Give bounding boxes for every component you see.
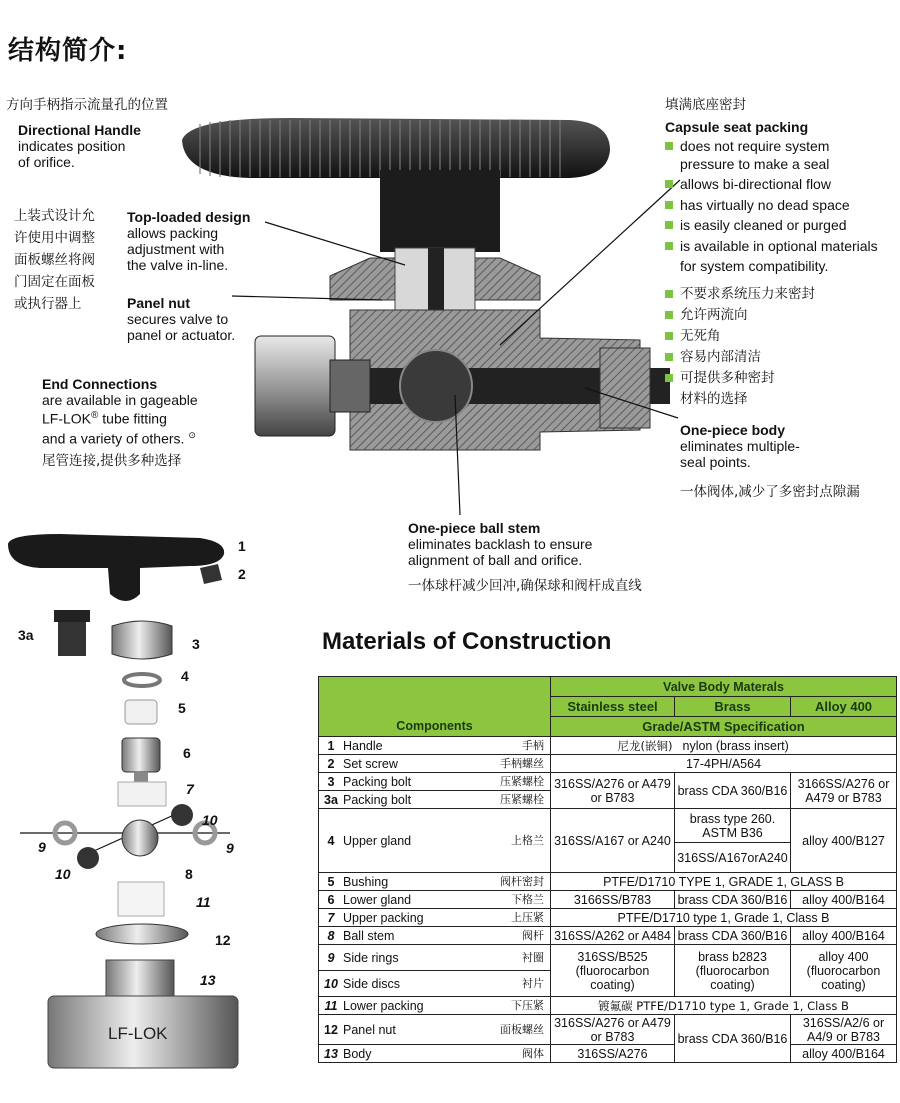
component-name: Packing bolt bbox=[343, 774, 412, 789]
part-label-3a: 3a bbox=[18, 627, 34, 643]
component-name: Packing bolt bbox=[343, 792, 412, 807]
capsule-b4: is easily cleaned or purged bbox=[665, 215, 878, 236]
material-cell: alloy 400/B127 bbox=[791, 809, 897, 873]
ball-stem-l2: alignment of ball and orifice. bbox=[408, 552, 583, 568]
end-connections-head: End Connections bbox=[42, 376, 158, 392]
row-number: 8 bbox=[327, 928, 335, 943]
part-label-5: 5 bbox=[178, 700, 186, 716]
component-name: Panel nut bbox=[343, 1022, 396, 1037]
capsule-c4: 容易内部清洁 bbox=[665, 347, 815, 368]
row-number: 13 bbox=[324, 1046, 338, 1061]
part-label-9a bbox=[38, 839, 46, 855]
table-row bbox=[319, 1045, 897, 1063]
materials-title: Materials of Construction bbox=[322, 628, 612, 655]
component-name-cn: 阀体 bbox=[522, 1046, 544, 1060]
capsule-bullets-cn bbox=[665, 284, 815, 410]
material-cell: 镀氟碳 PTFE/D1710 type 1, Grade 1, Class B bbox=[551, 997, 897, 1015]
capsule-b2: allows bi-directional flow bbox=[665, 174, 878, 195]
ball-stem-l1: eliminates backlash to ensure bbox=[408, 536, 593, 552]
top-loaded-l2: adjustment with bbox=[127, 241, 225, 257]
component-name-cn: 上格兰 bbox=[511, 833, 544, 847]
material-cell: alloy 400/B164 bbox=[791, 1045, 897, 1063]
material-cell: PTFE/D1710 type 1, Grade 1, Class B bbox=[551, 909, 897, 927]
row-number: 1 bbox=[327, 738, 335, 753]
component-name-cn: 下压紧 bbox=[511, 998, 544, 1012]
material-cell: alloy 400/B164 bbox=[791, 927, 897, 945]
capsule-b5b: for system compatibility. bbox=[680, 258, 829, 274]
row-number: 7 bbox=[327, 910, 335, 925]
alloy-400-header: Alloy 400 bbox=[791, 697, 897, 717]
registered-mark: ® bbox=[91, 410, 99, 421]
material-cell: 316SS/A262 or A484 bbox=[551, 927, 675, 945]
panel-nut-l1: secures valve to bbox=[127, 311, 229, 327]
capsule-c5a: 可提供多种密封 bbox=[665, 368, 815, 389]
material-cell: nylon (brass insert) bbox=[675, 737, 897, 755]
capsule-b5a: is available in optional materials bbox=[665, 236, 878, 257]
row-number: 4 bbox=[327, 833, 335, 848]
row-number: 3 bbox=[327, 774, 335, 789]
one-piece-body-l2: seal points. bbox=[680, 454, 751, 470]
capsule-c1: 不要求系统压力来密封 bbox=[665, 284, 815, 305]
part-label-9b bbox=[226, 840, 234, 856]
component-name: Side discs bbox=[343, 976, 400, 991]
top-loaded-cn3: 面板螺丝将阀 bbox=[14, 252, 95, 268]
one-piece-body-cn: 一体阀体,减少了多密封点隙漏 bbox=[680, 484, 860, 500]
part-label-13-text: 13 bbox=[200, 972, 216, 988]
table-row bbox=[319, 891, 897, 909]
component-name-cn: 上压紧 bbox=[511, 910, 544, 924]
part-label-7-text: 7 bbox=[186, 781, 194, 797]
table-row bbox=[319, 873, 897, 891]
end-connections-l3: and a variety of others. bbox=[42, 430, 185, 447]
part-label-9b-text: 9 bbox=[226, 840, 234, 856]
row-number: 9 bbox=[327, 950, 335, 965]
capsule-c2: 允许两流向 bbox=[665, 305, 815, 326]
component-name: Upper gland bbox=[343, 833, 412, 848]
row-number: 6 bbox=[327, 892, 335, 907]
capsule-b3: has virtually no dead space bbox=[665, 195, 878, 216]
top-loaded-head: Top-loaded design bbox=[127, 209, 251, 225]
component-name-cn: 压紧螺栓 bbox=[500, 792, 544, 806]
material-cell: 316SS/A276 bbox=[551, 1045, 675, 1063]
part-label-6: 6 bbox=[183, 745, 191, 761]
component-name-cn: 阀杆 bbox=[522, 928, 544, 942]
capsule-bullets-en bbox=[665, 136, 878, 277]
material-cell: brass CDA 360/B16 bbox=[675, 927, 791, 945]
capsule-head: Capsule seat packing bbox=[665, 119, 809, 135]
top-loaded-l3: the valve in-line. bbox=[127, 257, 229, 273]
component-name-cn: 衬圈 bbox=[522, 950, 544, 964]
capsule-c3: 无死角 bbox=[665, 326, 815, 347]
part-label-4: 4 bbox=[181, 668, 189, 684]
material-cell: 3166SS/A276 or A479 or B783 bbox=[791, 773, 897, 809]
ball-stem-cn: 一体球杆减少回冲,确保球和阀杆成直线 bbox=[408, 578, 642, 594]
component-name: Set screw bbox=[343, 756, 398, 771]
ball-stem-head: One-piece ball stem bbox=[408, 520, 541, 536]
material-cell: 3166SS/B783 bbox=[551, 891, 675, 909]
row-number: 2 bbox=[327, 756, 335, 771]
part-label-1: 1 bbox=[238, 538, 246, 554]
component-name: Side rings bbox=[343, 950, 399, 965]
part-label-2: 2 bbox=[238, 566, 246, 582]
material-cell: brass b2823 (fluorocarbon coating) bbox=[675, 945, 791, 997]
component-name: Lower gland bbox=[343, 892, 412, 907]
material-cell: brass type 260. ASTM B36 bbox=[675, 809, 791, 843]
part-label-13 bbox=[200, 972, 216, 988]
component-name-cn: 手柄 bbox=[522, 738, 544, 752]
component-name: Lower packing bbox=[343, 998, 424, 1013]
material-cell: 316SS/B525 (fluorocarbon coating) bbox=[551, 945, 675, 997]
row-number: 10 bbox=[324, 976, 338, 991]
directional-handle-l1: indicates position bbox=[18, 138, 126, 154]
material-cell: alloy 400 (fluorocarbon coating) bbox=[791, 945, 897, 997]
end-connections-cn: 尾管连接,提供多种选择 bbox=[42, 453, 182, 469]
material-cell: 尼龙(嵌铜) bbox=[551, 737, 675, 755]
directional-handle-callout bbox=[18, 122, 141, 170]
top-loaded-cn2: 许使用中调整 bbox=[14, 230, 95, 246]
part-label-9a-text: 9 bbox=[38, 839, 46, 855]
top-loaded-l1: allows packing bbox=[127, 225, 219, 241]
end-connections-l2: LF-LOK bbox=[42, 410, 92, 427]
exploded-parts-illustration bbox=[0, 520, 260, 1103]
material-cell: 17-4PH/A564 bbox=[551, 755, 897, 773]
row-number: 12 bbox=[324, 1022, 338, 1037]
table-row bbox=[319, 809, 897, 843]
directional-handle-l2: of orifice. bbox=[18, 154, 75, 170]
top-loaded-cn bbox=[14, 205, 95, 315]
panel-nut-l2: panel or actuator. bbox=[127, 327, 236, 343]
capsule-c5b: 材料的选择 bbox=[680, 391, 748, 407]
component-name-cn: 面板螺丝 bbox=[500, 1022, 544, 1036]
part-label-10a bbox=[202, 812, 218, 828]
circle-mark-icon: ⊙ bbox=[188, 429, 196, 440]
top-loaded-cn5: 或执行器上 bbox=[14, 296, 82, 312]
one-piece-body-callout bbox=[680, 422, 800, 470]
table-row bbox=[319, 737, 897, 755]
component-name-cn: 手柄螺丝 bbox=[500, 756, 544, 770]
material-cell: brass CDA 360/B16 bbox=[675, 1015, 791, 1063]
table-row bbox=[319, 773, 897, 791]
page-title: 结构简介: bbox=[8, 36, 128, 66]
directional-handle-cn: 方向手柄指示流量孔的位置 bbox=[6, 97, 168, 113]
part-label-3: 3 bbox=[192, 636, 200, 652]
table-row bbox=[319, 945, 897, 971]
component-name: Bushing bbox=[343, 874, 389, 889]
material-cell: alloy 400/B164 bbox=[791, 891, 897, 909]
material-cell: brass CDA 360/B16 bbox=[675, 891, 791, 909]
capsule-b1b: pressure to make a seal bbox=[680, 155, 830, 172]
row-number: 11 bbox=[324, 998, 338, 1013]
capsule-cn: 填满底座密封 bbox=[665, 97, 746, 113]
table-row bbox=[319, 909, 897, 927]
body-engraving-text: LF-LOK bbox=[108, 1024, 168, 1043]
top-loaded-callout bbox=[127, 209, 250, 273]
part-label-10b bbox=[55, 866, 71, 882]
component-name-cn: 衬片 bbox=[522, 976, 544, 990]
top-loaded-cn1: 上装式设计允 bbox=[14, 208, 95, 224]
end-connections-l1: are available in gageable bbox=[42, 392, 198, 408]
table-row bbox=[319, 755, 897, 773]
table-row bbox=[319, 1015, 897, 1045]
top-loaded-cn4: 门固定在面板 bbox=[14, 274, 95, 290]
row-number: 3a bbox=[324, 792, 338, 807]
part-label-10a-text: 10 bbox=[202, 812, 218, 828]
part-label-10b-text: 10 bbox=[55, 866, 71, 882]
part-label-11 bbox=[196, 894, 211, 910]
end-connections-callout bbox=[42, 376, 198, 446]
valve-body-materials-header: Valve Body Materals bbox=[551, 677, 897, 697]
directional-handle-head: Directional Handle bbox=[18, 122, 141, 138]
material-cell: 316SS/A167 or A240 bbox=[551, 809, 675, 873]
part-label-11-text: 11 bbox=[196, 894, 211, 910]
stainless-steel-header: Stainless steel bbox=[551, 697, 675, 717]
table-row bbox=[319, 927, 897, 945]
material-cell: 316SS/A276 or A479 or B783 bbox=[551, 773, 675, 809]
part-label-8: 8 bbox=[185, 866, 193, 882]
panel-nut-head: Panel nut bbox=[127, 295, 191, 311]
end-connections-l2b: tube fitting bbox=[98, 410, 167, 427]
one-piece-body-head: One-piece body bbox=[680, 422, 786, 438]
component-name-cn: 下格兰 bbox=[511, 892, 544, 906]
panel-nut-callout bbox=[127, 295, 235, 343]
material-cell: brass CDA 360/B16 bbox=[675, 773, 791, 809]
components-header: Components bbox=[319, 677, 551, 737]
material-cell: 316SS/A276 or A479 or B783 bbox=[551, 1015, 675, 1045]
material-cell: PTFE/D1710 TYPE 1, GRADE 1, GLASS B bbox=[551, 873, 897, 891]
part-label-12: 12 bbox=[215, 932, 231, 948]
component-name: Upper packing bbox=[343, 910, 424, 925]
component-name: Body bbox=[343, 1046, 372, 1061]
material-cell: 316SS/A167orA240 bbox=[675, 843, 791, 873]
grade-astm-header: Grade/ASTM Specification bbox=[551, 717, 897, 737]
component-name-cn: 阀杆密封 bbox=[500, 874, 544, 888]
part-label-7 bbox=[186, 781, 194, 797]
row-number: 5 bbox=[327, 874, 335, 889]
component-name: Ball stem bbox=[343, 928, 395, 943]
materials-table bbox=[318, 676, 897, 1063]
ball-stem-callout bbox=[408, 520, 592, 568]
capsule-b1a: does not require system bbox=[665, 136, 878, 157]
table-row bbox=[319, 997, 897, 1015]
brass-header: Brass bbox=[675, 697, 791, 717]
component-name-cn: 压紧螺栓 bbox=[500, 774, 544, 788]
one-piece-body-l1: eliminates multiple- bbox=[680, 438, 800, 454]
component-name: Handle bbox=[343, 738, 383, 753]
material-cell: 316SS/A2/6 or A4/9 or B783 bbox=[791, 1015, 897, 1045]
